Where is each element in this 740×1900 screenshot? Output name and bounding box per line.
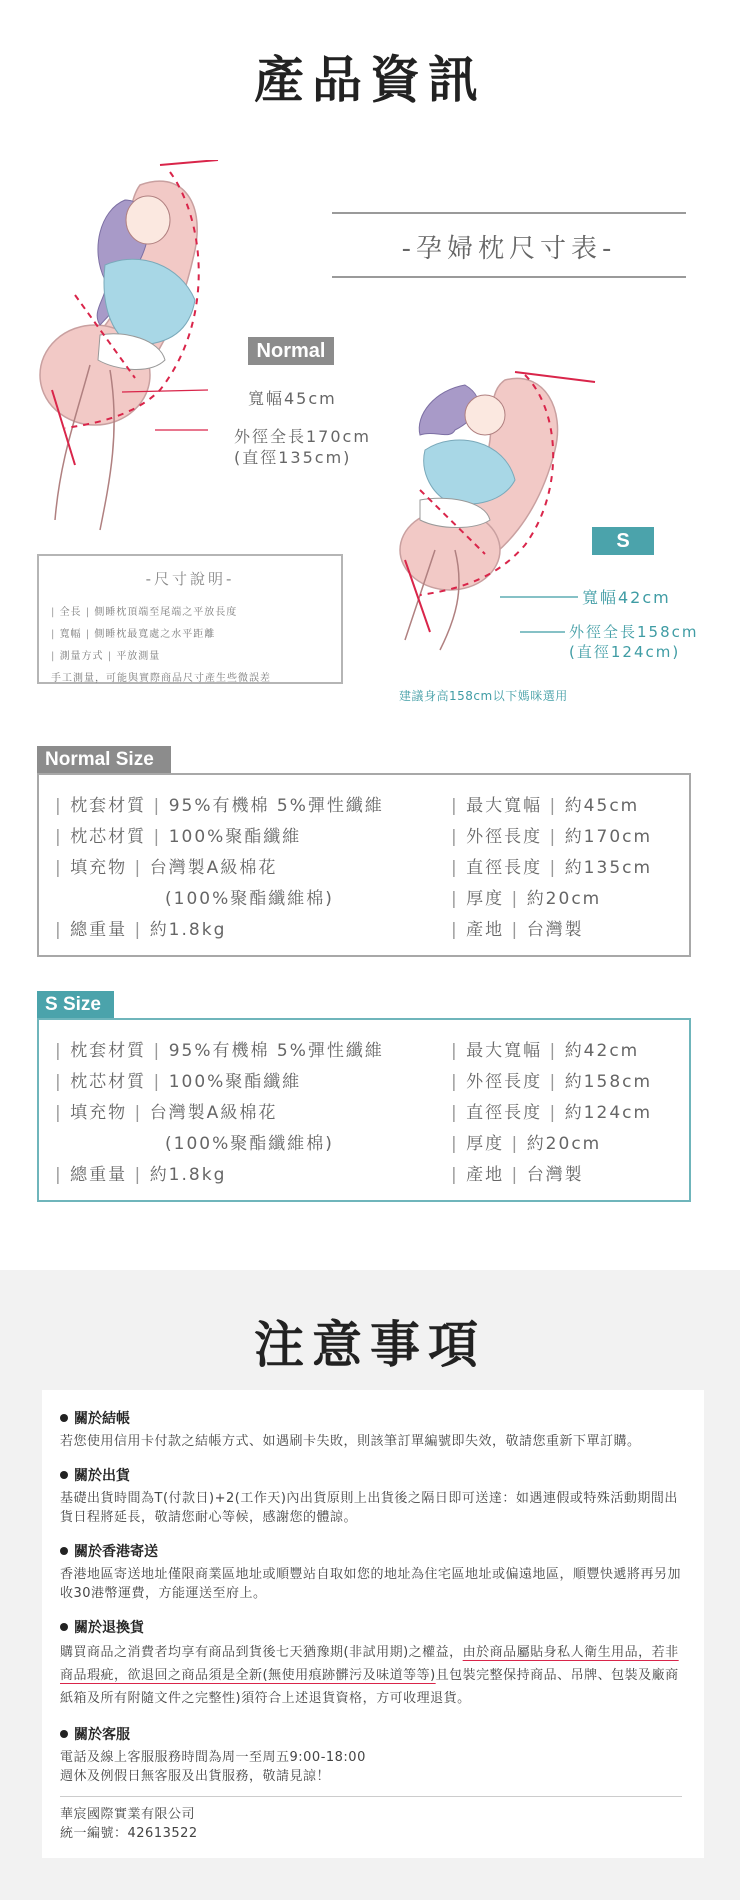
spec-row: | 直徑長度 | 約135cm <box>451 858 653 878</box>
notice-body-hongkong: 香港地區寄送地址僅限商業區地址或順豐站自取如您的地址為住宅區地址或偏遠地區，順豐快遞將再另加收30港幣運費，方能運送至府上。 <box>60 1567 682 1601</box>
normal-width-label: 寬幅45cm <box>248 389 337 408</box>
s-tag: S <box>592 527 654 555</box>
s-size-spec-table <box>37 1018 691 1202</box>
notice-body-returns: 購買商品之消費者均享有商品到貨後七天猶豫期(非試用期)之權益，由於商品屬貼身私人衛生用品，若非商品瑕疵，欲退回之商品須是全新(無使用痕跡髒污及味道等等)且包裝完整保持商品、吊牌、包裝及廠商紙箱及所有附隨文件之完整性)須符合上述退貨資格，方可收理退貨。 <box>60 1645 679 1706</box>
spec-row: | 厚度 | 約20cm <box>451 889 602 909</box>
spec-row: | 枕芯材質 | 100%聚酯纖維 <box>55 1072 302 1092</box>
notice-heading-service: 關於客服 <box>60 1724 682 1744</box>
spec-row: | 總重量 | 約1.8kg <box>55 920 227 940</box>
bullet-icon <box>60 1623 68 1631</box>
legend-row-width: | 寬幅 | 側睡枕最寬處之水平距離 <box>51 629 216 640</box>
spec-row: | 填充物 | 台灣製A級棉花 <box>55 1103 278 1123</box>
notice-body-shipping: 基礎出貨時間為T(付款日)+2(工作天)內出貨原則上出貨後之隔日即可送達：如遇連假或特殊活動期間出貨日程將延長，敬請您耐心等候，感謝您的體諒。 <box>60 1491 678 1525</box>
normal-diameter-label: (直徑135cm) <box>234 448 352 467</box>
spec-row: | 外徑長度 | 約158cm <box>451 1072 653 1092</box>
legend-row-length: | 全長 | 側睡枕頂端至尾端之平放長度 <box>51 607 238 618</box>
notice-service-holiday: 週休及例假日無客服及出貨服務，敬請見諒！ <box>60 1769 331 1784</box>
s-size-tag: S Size <box>37 991 114 1019</box>
notice-heading-shipping: 關於出貨 <box>60 1465 682 1485</box>
bullet-icon <box>60 1414 68 1422</box>
spec-row: | 枕套材質 | 95%有機棉 5%彈性纖維 <box>55 1041 384 1061</box>
spec-row: | 厚度 | 約20cm <box>451 1134 602 1154</box>
company-divider <box>60 1796 682 1797</box>
notice-heading-checkout: 關於結帳 <box>60 1408 682 1428</box>
s-spec-right-column <box>451 1036 652 1191</box>
spec-row: | 枕芯材質 | 100%聚酯纖維 <box>55 827 302 847</box>
s-length-label: 外徑全長158cm <box>569 623 699 641</box>
normal-length-label: 外徑全長170cm <box>234 427 371 446</box>
spec-row: (100%聚酯纖維棉) <box>165 1134 334 1154</box>
notice-heading-returns: 關於退換貨 <box>60 1617 682 1637</box>
spec-row: | 外徑長度 | 約170cm <box>451 827 653 847</box>
normal-tag: Normal <box>248 337 334 365</box>
notice-card <box>42 1390 704 1858</box>
normal-spec-left-column <box>55 791 384 946</box>
legend-row-method: | 測量方式 | 平放測量 <box>51 651 161 662</box>
company-tax-id: 統一編號：42613522 <box>60 1826 198 1841</box>
s-diameter-label: (直徑124cm) <box>569 643 681 661</box>
spec-row: (100%聚酯纖維棉) <box>165 889 334 909</box>
normal-size-tag: Normal Size <box>37 746 171 774</box>
notice-heading-hongkong: 關於香港寄送 <box>60 1541 682 1561</box>
bullet-icon <box>60 1547 68 1555</box>
spec-row: | 產地 | 台灣製 <box>451 920 584 940</box>
s-spec-left-column <box>55 1036 384 1191</box>
legend-title: -尺寸說明- <box>145 570 235 588</box>
spec-row: | 總重量 | 約1.8kg <box>55 1165 227 1185</box>
size-chart-title: -孕婦枕尺寸表- <box>401 234 617 264</box>
spec-row: | 直徑長度 | 約124cm <box>451 1103 653 1123</box>
normal-spec-right-column <box>451 791 652 946</box>
bullet-icon <box>60 1730 68 1738</box>
spec-row: | 枕套材質 | 95%有機棉 5%彈性纖維 <box>55 796 384 816</box>
notice-body-checkout: 若您使用信用卡付款之結帳方式、如遇刷卡失敗，則該筆訂單編號即失效，敬請您重新下單訂購。 <box>60 1434 641 1449</box>
spec-row: | 最大寬幅 | 約42cm <box>451 1041 640 1061</box>
notice-title: 注意事項 <box>254 1316 486 1374</box>
product-info-title: 產品資訊 <box>254 51 486 109</box>
s-recommend-note: 建議身高158cm以下媽咪選用 <box>399 689 568 703</box>
legend-note: 手工測量，可能與實際商品尺寸產生些微誤差 <box>51 673 271 684</box>
size-legend-box <box>37 554 343 684</box>
normal-size-spec-table <box>37 773 691 957</box>
company-name: 華宸國際實業有限公司 <box>60 1807 196 1822</box>
returns-highlight: 由於商品屬貼身私人衛生用品，若非商品瑕疵，欲退回之商品須是全新(無使用痕跡髒污及味道等等) <box>60 1645 679 1683</box>
spec-row: | 最大寬幅 | 約45cm <box>451 796 640 816</box>
s-width-label: 寬幅42cm <box>582 588 671 607</box>
spec-row: | 產地 | 台灣製 <box>451 1165 584 1185</box>
spec-row: | 填充物 | 台灣製A級棉花 <box>55 858 278 878</box>
bullet-icon <box>60 1471 68 1479</box>
notice-service-hours: 電話及線上客服服務時間為周一至周五9:00-18:00 <box>60 1750 366 1765</box>
